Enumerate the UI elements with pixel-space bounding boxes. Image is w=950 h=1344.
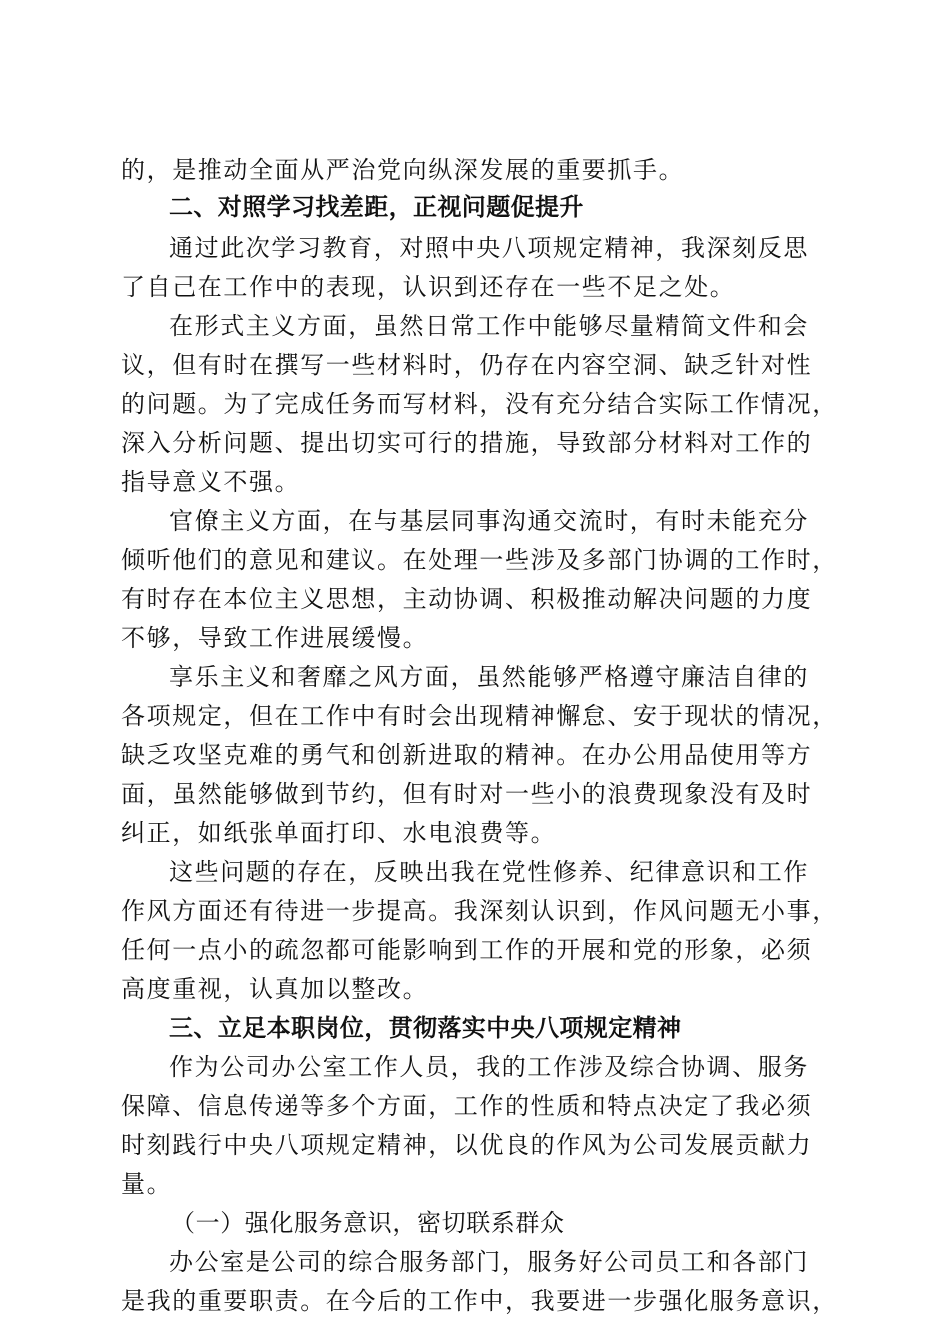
- text-line: 作风方面还有待进一步提高。我深刻认识到，作风问题无小事，: [121, 897, 838, 925]
- text-line: 任何一点小的疏忽都可能影响到工作的开展和党的形象，必须: [121, 936, 813, 964]
- text-line: 办公室是公司的综合服务部门，服务好公司员工和各部门: [169, 1248, 809, 1276]
- text-line: 作为公司办公室工作人员，我的工作涉及综合协调、服务: [169, 1053, 809, 1081]
- text-line: 量。: [121, 1170, 173, 1198]
- text-line: 时刻践行中央八项规定精神，以优良的作风为公司发展贡献力: [121, 1131, 813, 1159]
- text-line: 了自己在工作中的表现，认识到还存在一些不足之处。: [121, 273, 736, 301]
- text-line: 的问题。为了完成任务而写材料，没有充分结合实际工作情况，: [121, 390, 838, 418]
- text-line: 官僚主义方面，在与基层同事沟通交流时，有时未能充分: [169, 507, 809, 535]
- text-line: 的，是推动全面从严治党向纵深发展的重要抓手。: [121, 156, 685, 184]
- section-heading: 二、对照学习找差距，正视问题促提升: [169, 193, 584, 221]
- text-line: 高度重视，认真加以整改。: [121, 975, 429, 1003]
- text-line: 深入分析问题、提出切实可行的措施，导致部分材料对工作的: [121, 429, 813, 457]
- text-line: 缺乏攻坚克难的勇气和创新进取的精神。在办公用品使用等方: [121, 741, 813, 769]
- text-line: 指导意义不强。: [121, 468, 301, 496]
- text-line: 不够，导致工作进展缓慢。: [121, 624, 429, 652]
- text-line: 保障、信息传递等多个方面，工作的性质和特点决定了我必须: [121, 1092, 813, 1120]
- text-line: 各项规定，但在工作中有时会出现精神懈怠、安于现状的情况，: [121, 702, 838, 730]
- text-line: 有时存在本位主义思想，主动协调、积极推动解决问题的力度: [121, 585, 813, 613]
- section-heading: 三、立足本职岗位，贯彻落实中央八项规定精神: [169, 1014, 682, 1042]
- subsection-heading: （一）强化服务意识，密切联系群众: [171, 1209, 565, 1237]
- text-line: 议，但有时在撰写一些材料时，仍存在内容空洞、缺乏针对性: [121, 351, 813, 379]
- text-line: 在形式主义方面，虽然日常工作中能够尽量精简文件和会: [169, 312, 809, 340]
- text-line: 面，虽然能够做到节约，但有时对一些小的浪费现象没有及时: [121, 780, 813, 808]
- text-line: 通过此次学习教育，对照中央八项规定精神，我深刻反思: [169, 234, 809, 262]
- text-line: 是我的重要职责。在今后的工作中，我要进一步强化服务意识，: [121, 1287, 838, 1315]
- text-line: 这些问题的存在，反映出我在党性修养、纪律意识和工作: [169, 858, 809, 886]
- text-line: 享乐主义和奢靡之风方面，虽然能够严格遵守廉洁自律的: [169, 663, 809, 691]
- text-line: 纠正，如纸张单面打印、水电浪费等。: [121, 819, 557, 847]
- text-line: 倾听他们的意见和建议。在处理一些涉及多部门协调的工作时，: [121, 546, 838, 574]
